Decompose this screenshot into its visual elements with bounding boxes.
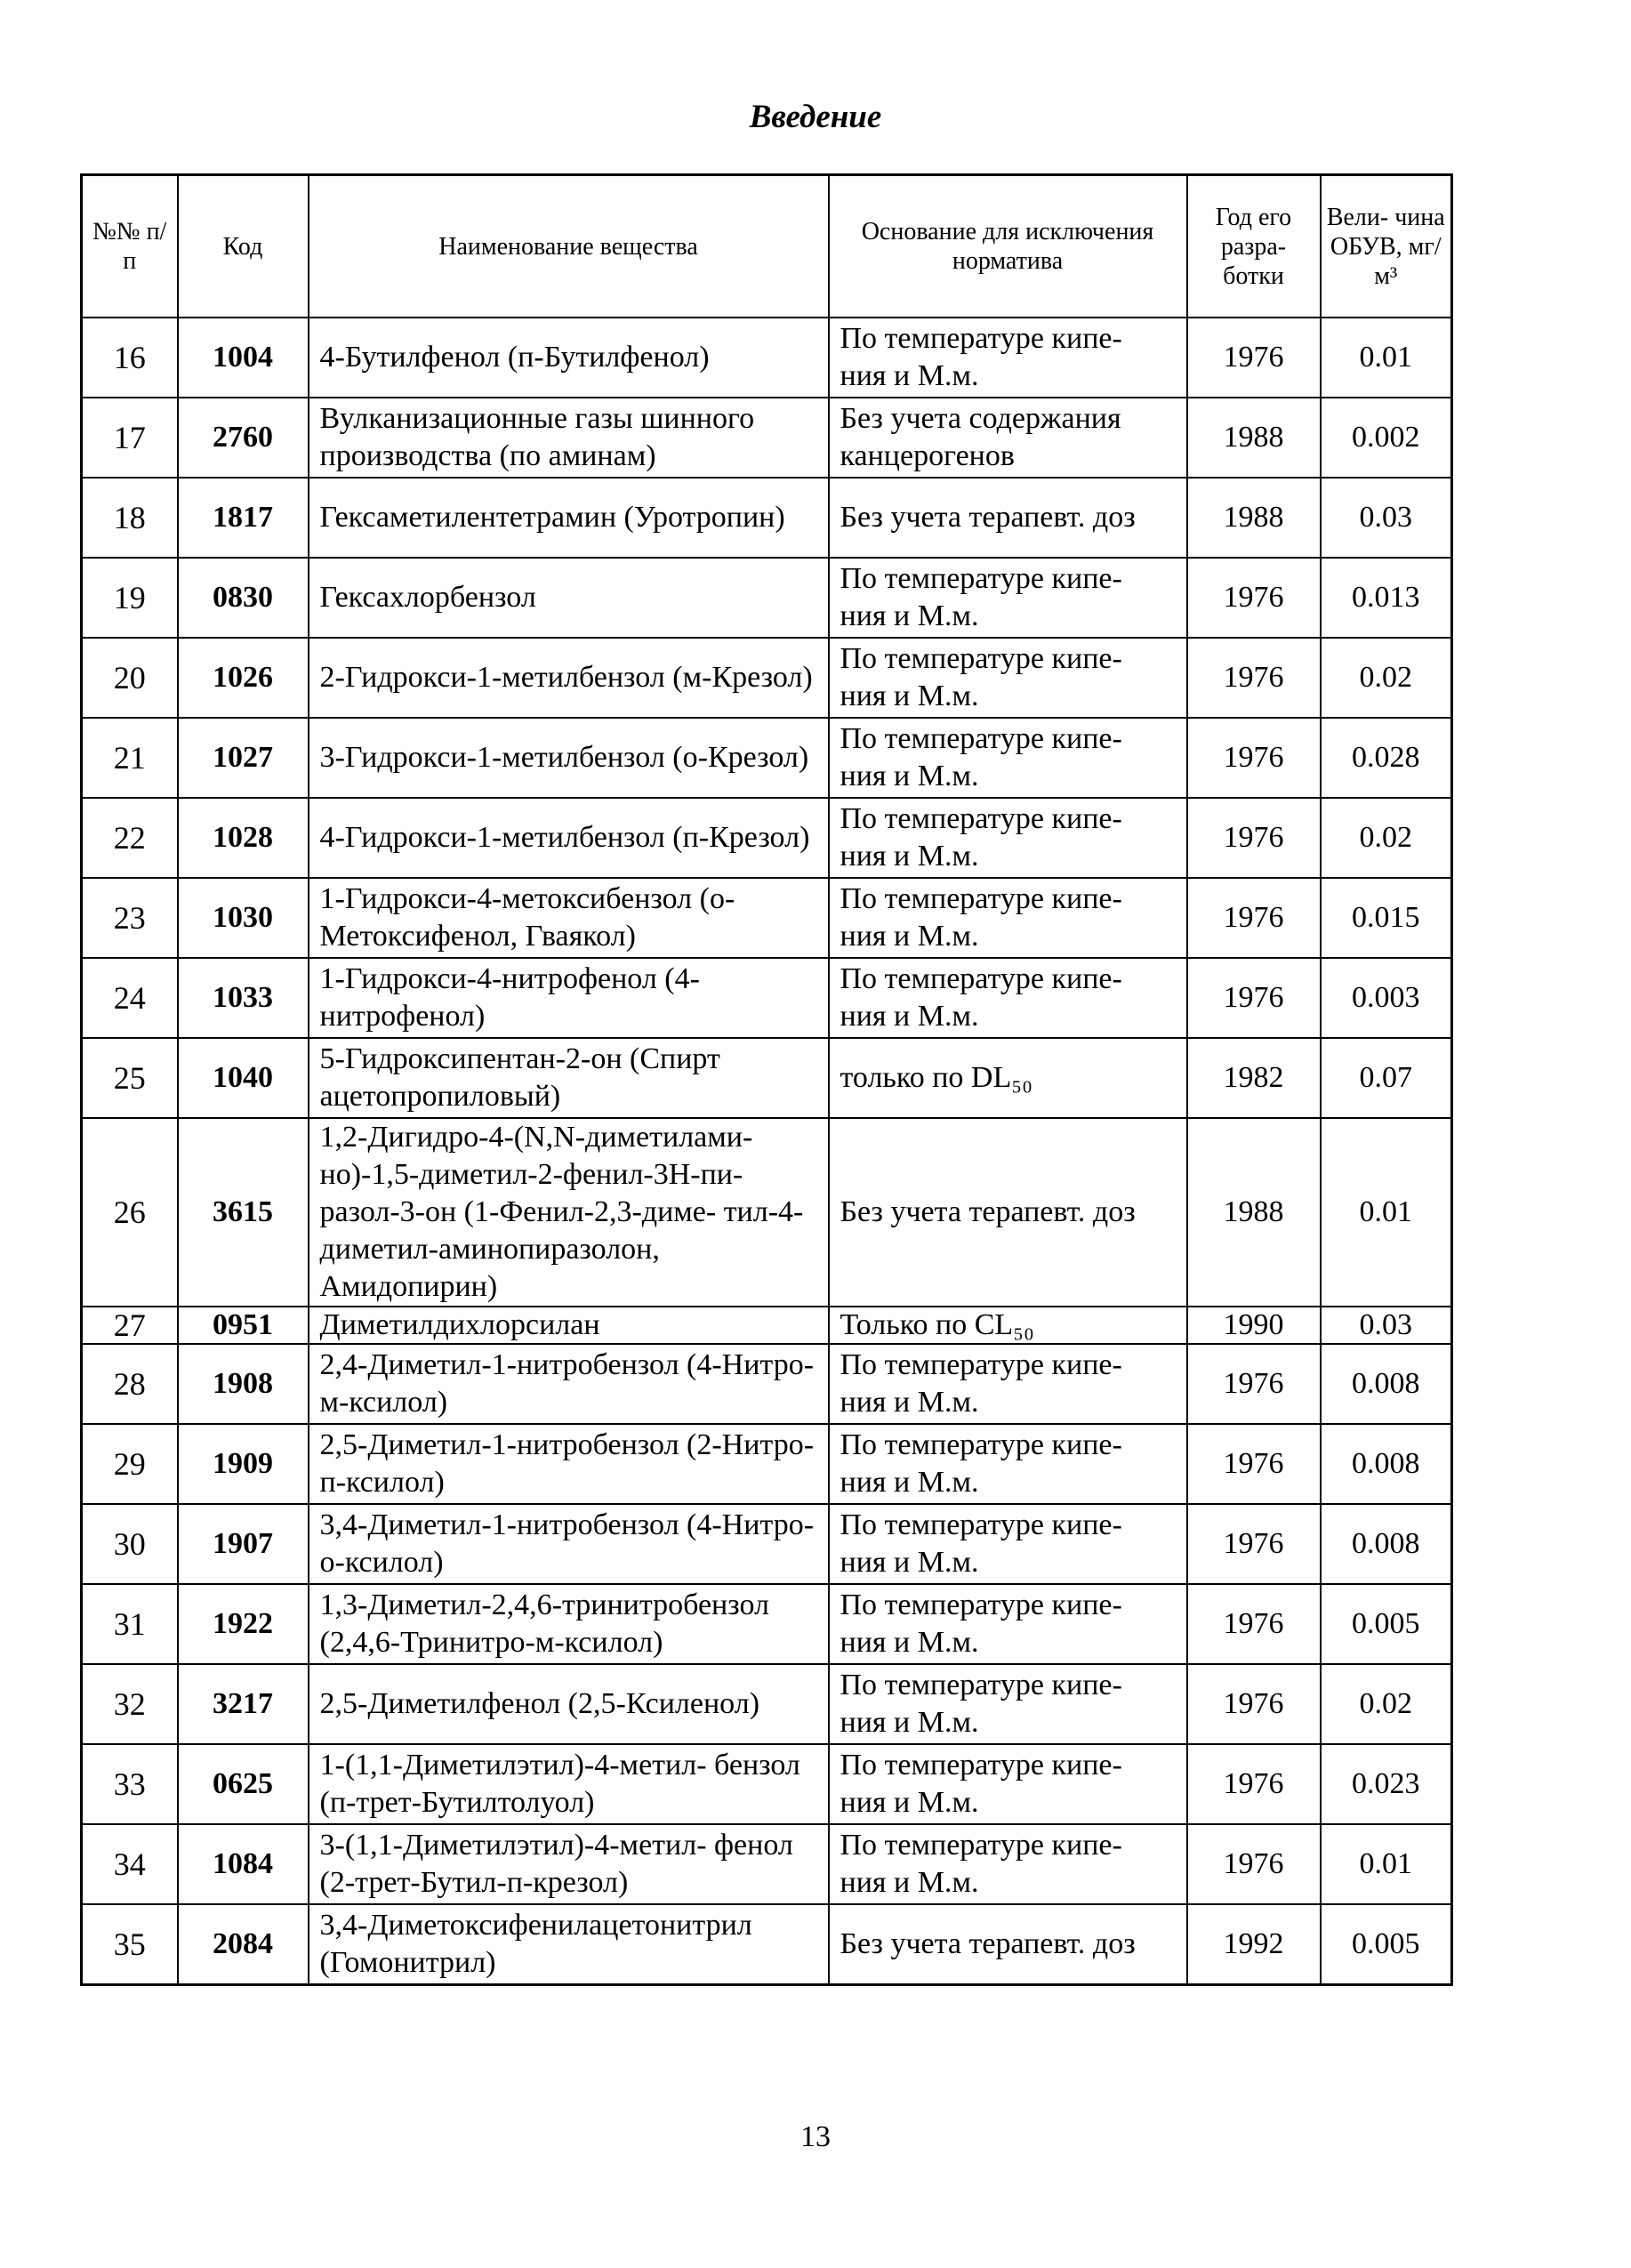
table-row [82,878,1452,958]
header-year: Год его разра- ботки [1187,175,1321,318]
substance-code-cell: 3615 [178,1118,309,1307]
substance-name-cell: 4-Гидрокси-1-метилбензол (п-Крезол) [309,798,829,878]
row-number-cell: 23 [82,878,178,958]
obuv-value-cell: 0.013 [1321,558,1452,638]
row-number-cell: 29 [82,1424,178,1504]
exclusion-basis-cell: По температуре кипе- ния и М.м. [829,878,1187,958]
header-num: №№ п/п [82,175,178,318]
row-number-cell: 22 [82,798,178,878]
substance-code-cell: 2084 [178,1904,309,1985]
row-number-cell: 35 [82,1904,178,1985]
exclusion-basis-cell: Без учета содержания канцерогенов [829,398,1187,478]
exclusion-basis-cell: По температуре кипе- ния и М.м. [829,1344,1187,1424]
substance-code-cell: 1922 [178,1584,309,1664]
substance-code-cell: 1907 [178,1504,309,1584]
obuv-value-cell: 0.008 [1321,1504,1452,1584]
substance-code-cell: 1817 [178,478,309,558]
substance-name-cell: 1-(1,1-Диметилэтил)-4-метил- бензол (п-трет-Бутилтолуол) [309,1744,829,1824]
substance-name-cell: 4-Бутилфенол (п-Бутилфенол) [309,318,829,398]
row-number-cell: 17 [82,398,178,478]
table-row [82,718,1452,798]
development-year-cell: 1976 [1187,1584,1321,1664]
exclusion-basis-cell: По температуре кипе- ния и М.м. [829,318,1187,398]
table-row [82,1504,1452,1584]
table-row [82,1744,1452,1824]
exclusion-basis-cell: По температуре кипе- ния и М.м. [829,1424,1187,1504]
substance-code-cell: 1908 [178,1344,309,1424]
development-year-cell: 1976 [1187,718,1321,798]
obuv-value-cell: 0.008 [1321,1424,1452,1504]
substance-code-cell: 0625 [178,1744,309,1824]
obuv-value-cell: 0.03 [1321,478,1452,558]
development-year-cell: 1976 [1187,958,1321,1038]
obuv-value-cell: 0.02 [1321,798,1452,878]
substance-code-cell: 3217 [178,1664,309,1744]
row-number-cell: 25 [82,1038,178,1118]
header-name: Наименование вещества [309,175,829,318]
row-number-cell: 31 [82,1584,178,1664]
development-year-cell: 1988 [1187,1118,1321,1307]
table-row [82,1344,1452,1424]
table-row [82,1424,1452,1504]
obuv-value-cell: 0.01 [1321,1824,1452,1904]
development-year-cell: 1976 [1187,1744,1321,1824]
exclusion-basis-cell: По температуре кипе- ния и М.м. [829,1744,1187,1824]
obuv-value-cell: 0.02 [1321,638,1452,718]
substance-code-cell: 1026 [178,638,309,718]
substance-name-cell: 2,5-Диметил-1-нитробензол (2-Нитро-п-ксилол) [309,1424,829,1504]
exclusion-basis-cell: только по DL₅₀ [829,1038,1187,1118]
substance-name-cell: 2,5-Диметилфенол (2,5-Ксиленол) [309,1664,829,1744]
exclusion-basis-cell: По температуре кипе- ния и М.м. [829,1504,1187,1584]
substance-name-cell: 3-(1,1-Диметилэтил)-4-метил- фенол (2-трет-Бутил-п-крезол) [309,1824,829,1904]
obuv-value-cell: 0.01 [1321,1118,1452,1307]
header-value: Вели- чина ОБУВ, мг/м³ [1321,175,1452,318]
exclusion-basis-cell: По температуре кипе- ния и М.м. [829,798,1187,878]
obuv-value-cell: 0.023 [1321,1744,1452,1824]
substance-code-cell: 0830 [178,558,309,638]
exclusion-basis-cell: По температуре кипе- ния и М.м. [829,1664,1187,1744]
obuv-value-cell: 0.03 [1321,1307,1452,1344]
table-header-row [82,175,1452,318]
substance-name-cell: 3-Гидрокси-1-метилбензол (о-Крезол) [309,718,829,798]
development-year-cell: 1982 [1187,1038,1321,1118]
development-year-cell: 1976 [1187,1504,1321,1584]
substance-name-cell: 1-Гидрокси-4-метоксибензол (о-Метоксифенол, Гваякол) [309,878,829,958]
development-year-cell: 1988 [1187,398,1321,478]
exclusion-basis-cell: Без учета терапевт. доз [829,1904,1187,1985]
table-row [82,958,1452,1038]
development-year-cell: 1976 [1187,1664,1321,1744]
substance-name-cell: 1,2-Дигидро-4-(N,N-диметилами- но)-1,5-диметил-2-фенил-3Н-пи- разол-3-он (1-Фенил-2,3-диме- тил-4-диметил-аминопиразолон, Амидопирин) [309,1118,829,1307]
obuv-value-cell: 0.015 [1321,878,1452,958]
row-number-cell: 18 [82,478,178,558]
page-number: 13 [800,2120,831,2153]
development-year-cell: 1990 [1187,1307,1321,1344]
substance-name-cell: 3,4-Диметоксифенилацетонитрил (Гомонитрил) [309,1904,829,1985]
exclusion-basis-cell: Без учета терапевт. доз [829,478,1187,558]
table-row [82,1664,1452,1744]
substance-code-cell: 2760 [178,398,309,478]
substance-name-cell: Диметилдихлорсилан [309,1307,829,1344]
row-number-cell: 19 [82,558,178,638]
substance-name-cell: 5-Гидроксипентан-2-он (Спирт ацетопропиловый) [309,1038,829,1118]
row-number-cell: 34 [82,1824,178,1904]
exclusion-basis-cell: Без учета терапевт. доз [829,1118,1187,1307]
obuv-value-cell: 0.002 [1321,398,1452,478]
header-basis: Основание для исключения норматива [829,175,1187,318]
substance-name-cell: 1-Гидрокси-4-нитрофенол (4-нитрофенол) [309,958,829,1038]
table-row [82,1904,1452,1985]
development-year-cell: 1976 [1187,1824,1321,1904]
table-row [82,1307,1452,1344]
exclusion-basis-cell: По температуре кипе- ния и М.м. [829,638,1187,718]
obuv-value-cell: 0.07 [1321,1038,1452,1118]
exclusion-basis-cell: По температуре кипе- ния и М.м. [829,958,1187,1038]
row-number-cell: 30 [82,1504,178,1584]
row-number-cell: 24 [82,958,178,1038]
obuv-value-cell: 0.005 [1321,1584,1452,1664]
substance-code-cell: 1033 [178,958,309,1038]
exclusion-basis-cell: По температуре кипе- ния и М.м. [829,1584,1187,1664]
exclusion-basis-cell: По температуре кипе- ния и М.м. [829,1824,1187,1904]
substance-name-cell: 2-Гидрокси-1-метилбензол (м-Крезол) [309,638,829,718]
substance-code-cell: 1030 [178,878,309,958]
table-row [82,1118,1452,1307]
substance-name-cell: 1,3-Диметил-2,4,6-тринитробензол (2,4,6-Тринитро-м-ксилол) [309,1584,829,1664]
row-number-cell: 33 [82,1744,178,1824]
table-row [82,1584,1452,1664]
obuv-value-cell: 0.028 [1321,718,1452,798]
row-number-cell: 20 [82,638,178,718]
substance-name-cell: 3,4-Диметил-1-нитробензол (4-Нитро-о-ксилол) [309,1504,829,1584]
row-number-cell: 21 [82,718,178,798]
table-row [82,1038,1452,1118]
substance-code-cell: 1909 [178,1424,309,1504]
table-row [82,478,1452,558]
development-year-cell: 1976 [1187,1344,1321,1424]
row-number-cell: 32 [82,1664,178,1744]
exclusion-basis-cell: По температуре кипе- ния и М.м. [829,718,1187,798]
obuv-value-cell: 0.008 [1321,1344,1452,1424]
development-year-cell: 1976 [1187,1424,1321,1504]
development-year-cell: 1976 [1187,878,1321,958]
substance-name-cell: Гексахлорбензол [309,558,829,638]
substance-code-cell: 0951 [178,1307,309,1344]
table-row [82,798,1452,878]
substances-table [80,173,1453,1986]
row-number-cell: 27 [82,1307,178,1344]
table-row [82,1824,1452,1904]
substance-code-cell: 1027 [178,718,309,798]
row-number-cell: 28 [82,1344,178,1424]
obuv-value-cell: 0.02 [1321,1664,1452,1744]
exclusion-basis-cell: По температуре кипе- ния и М.м. [829,558,1187,638]
obuv-value-cell: 0.01 [1321,318,1452,398]
substance-code-cell: 1004 [178,318,309,398]
exclusion-basis-cell: Только по CL₅₀ [829,1307,1187,1344]
page-header: Введение [749,99,882,135]
obuv-value-cell: 0.003 [1321,958,1452,1038]
substance-code-cell: 1040 [178,1038,309,1118]
development-year-cell: 1992 [1187,1904,1321,1985]
table-row [82,558,1452,638]
development-year-cell: 1976 [1187,558,1321,638]
table-body [82,318,1452,1985]
development-year-cell: 1988 [1187,478,1321,558]
row-number-cell: 16 [82,318,178,398]
substance-name-cell: 2,4-Диметил-1-нитробензол (4-Нитро-м-ксилол) [309,1344,829,1424]
substance-name-cell: Гексаметилентетрамин (Уротропин) [309,478,829,558]
development-year-cell: 1976 [1187,638,1321,718]
obuv-value-cell: 0.005 [1321,1904,1452,1985]
table-row [82,318,1452,398]
table-row [82,638,1452,718]
substance-code-cell: 1028 [178,798,309,878]
development-year-cell: 1976 [1187,318,1321,398]
substance-code-cell: 1084 [178,1824,309,1904]
row-number-cell: 26 [82,1118,178,1307]
development-year-cell: 1976 [1187,798,1321,878]
table-row [82,398,1452,478]
header-code: Код [178,175,309,318]
substance-name-cell: Вулканизационные газы шинного производства (по аминам) [309,398,829,478]
